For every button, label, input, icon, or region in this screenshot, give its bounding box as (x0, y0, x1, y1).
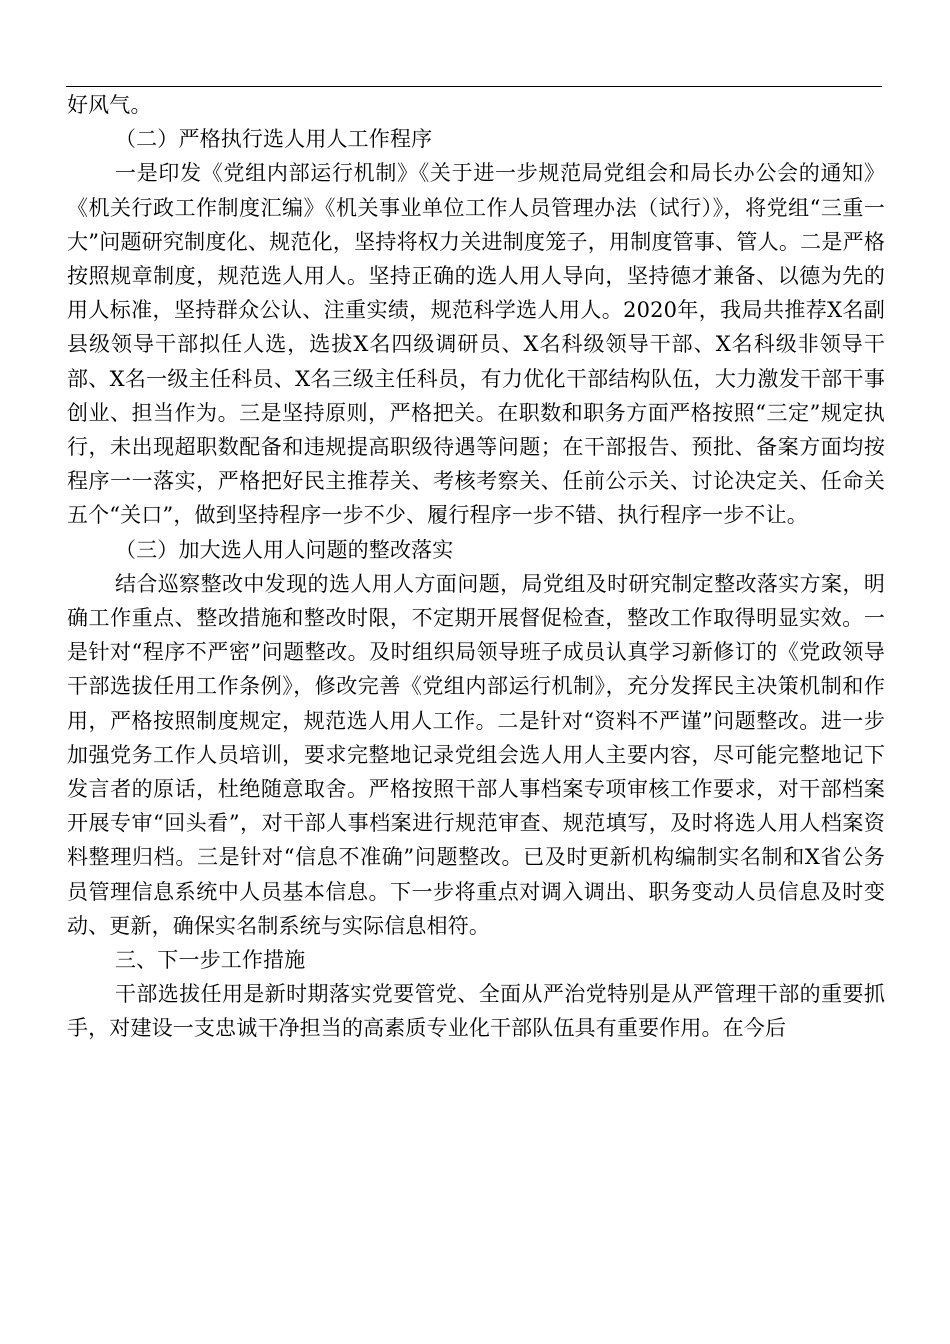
continuation-paragraph: 好风气。 (67, 93, 152, 117)
part-3-heading: 三、下一步工作措施 (115, 948, 306, 973)
part-3-paragraph: 干部选拔任用是新时期落实党要管党、全面从严治党特别是从严管理干部的重要抓手，对建设一支忠诚干净担当的高素质专业化干部队伍具有重要作用。在今后 (67, 982, 885, 1041)
section-2-paragraph: 一是印发《党组内部运行机制》《关于进一步规范局党组会和局长办公会的通知》《机关行政工作制度汇编》《机关事业单位工作人员管理办法（试行）》，将党组“三重一大”问题研究制度化、规范化，坚持将权力关进制度笼子，用制度管事、管人。二是严格按照规章制度，规范选人用人。坚持正确的选人用人导向，坚持德才兼备、以德为先的用人标准，坚持群众公认、注重实绩，规范科学选人用人。2020年，我局共推荐X名副县级领导干部拟任人选，选拔X名四级调研员、X名科级领导干部、X名科级非领导干部、X名一级主任科员、X名三级主任科员，有力优化干部结构队伍，大力激发干部干事创业、担当作为。三是坚持原则，严格把关。在职数和职务方面严格按照“三定”规定执行，未出现超职数配备和违规提高职级待遇等问题；在干部报告、预批、备案方面均按程序一一落实，严格把好民主推荐关、考核考察关、任前公示关、讨论决定关、任命关五个“关口”，做到坚持程序一步不少、履行程序一步不错、执行程序一步不让。 (67, 161, 885, 528)
section-3-paragraph: 结合巡察整改中发现的选人用人方面问题，局党组及时研究制定整改落实方案，明确工作重点、整改措施和整改时限，不定期开展督促检查，整改工作取得明显实效。一是针对“程序不严密”问题整改。及时组织局领导班子成员认真学习新修订的《党政领导干部选拔任用工作条例》，修改完善《党组内部运行机制》，充分发挥民主决策机制和作用，严格按照制度规定，规范选人用人工作。二是针对“资料不严谨”问题整改。进一步加强党务工作人员培训，要求完整地记录党组会选人用人主要内容，尽可能完整地记下发言者的原话，杜绝随意取舍。严格按照干部人事档案专项审核工作要求，对干部档案开展专审“回头看”，对干部人事档案进行规范审查、规范填写，及时将选人用人档案资料整理归档。三是针对“信息不准确”问题整改。已及时更新机构编制实名制和X省公务员管理信息系统中人员基本信息。下一步将重点对调入调出、职务变动人员信息及时变动、更新，确保实名制系统与实际信息相符。 (67, 571, 885, 938)
section-2-heading: （二）严格执行选人用人工作程序 (115, 127, 433, 152)
document-body (67, 88, 885, 1046)
header-rule (66, 86, 882, 87)
section-3-heading: （三）加大选人用人问题的整改落实 (115, 537, 454, 562)
